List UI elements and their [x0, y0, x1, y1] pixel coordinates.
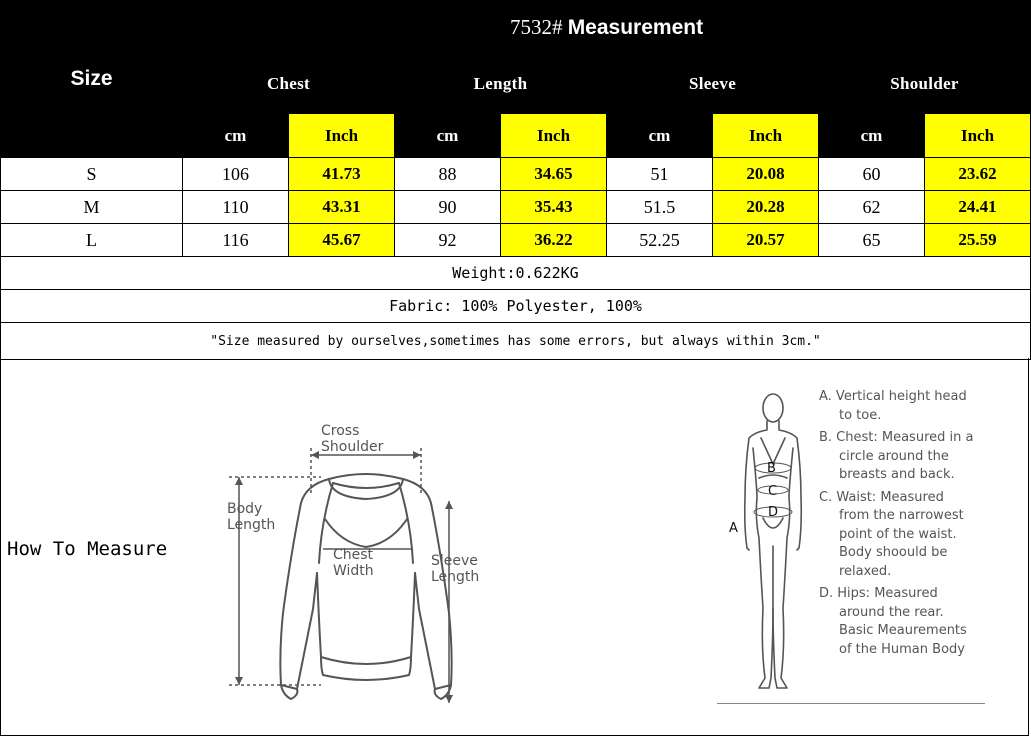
column-header-sleeve: Sleeve [607, 54, 819, 114]
length-cm-cell: 90 [395, 191, 501, 224]
legend-item-c: C. Waist: Measured from the narrowest point of the waist. Body shoould be relaxed. [819, 489, 964, 579]
sketch-label-width: Width [333, 563, 374, 579]
size-header: Size [1, 1, 183, 158]
unit-cm: cm [395, 114, 501, 158]
sketch-label-chest: Chest [333, 547, 374, 563]
unit-inch: Inch [501, 114, 607, 158]
legend-item-b: B. Chest: Measured in a circle around the breasts and back. [819, 430, 974, 482]
sketch-label-shoulder: Shoulder [321, 439, 384, 455]
shoulder-cm-cell: 62 [819, 191, 925, 224]
title-word: Measurement [567, 15, 704, 39]
unit-cm: cm [183, 114, 289, 158]
column-header-length: Length [395, 54, 607, 114]
unit-inch: Inch [289, 114, 395, 158]
unit-inch: Inch [713, 114, 819, 158]
legend-divider [717, 703, 985, 704]
shoulder-cm-cell: 65 [819, 224, 925, 257]
shoulder-inch-cell: 23.62 [925, 158, 1031, 191]
sketch-label-cross: Cross [321, 423, 360, 439]
chest-cm-cell: 106 [183, 158, 289, 191]
sleeve-inch-cell: 20.57 [713, 224, 819, 257]
how-to-measure-label: How To Measure [7, 538, 168, 560]
title-number: 7532# [509, 14, 563, 39]
table-row [1, 191, 1031, 224]
shoulder-cm-cell: 60 [819, 158, 925, 191]
unit-inch: Inch [925, 114, 1031, 158]
sleeve-cm-cell: 52.25 [607, 224, 713, 257]
sweater-sketch [221, 423, 511, 723]
table-title [183, 1, 1031, 54]
chest-inch-cell: 43.31 [289, 191, 395, 224]
measurement-legend [819, 388, 1024, 663]
sleeve-inch-cell: 20.08 [713, 158, 819, 191]
chest-cm-cell: 110 [183, 191, 289, 224]
row-size: S [1, 158, 183, 191]
chest-inch-cell: 45.67 [289, 224, 395, 257]
how-to-measure-section [0, 358, 1029, 736]
legend-item-d: D. Hips: Measured around the rear. Basic Meaurements of the Human Body [819, 586, 967, 657]
sketch-label-body: Body [227, 501, 263, 517]
sketch-label-body-length: Length [227, 517, 276, 533]
sketch-label-sleeve-length: Length [431, 569, 480, 585]
unit-cm: cm [607, 114, 713, 158]
column-header-chest: Chest [183, 54, 395, 114]
figure-label-a: A [729, 521, 738, 536]
row-size: M [1, 191, 183, 224]
size-chart-table [0, 0, 1031, 360]
shoulder-inch-cell: 24.41 [925, 191, 1031, 224]
shoulder-inch-cell: 25.59 [925, 224, 1031, 257]
weight-row: Weight:0.622KG [1, 257, 1031, 290]
length-inch-cell: 36.22 [501, 224, 607, 257]
fabric-row: Fabric: 100% Polyester, 100% [1, 290, 1031, 323]
table-row [1, 158, 1031, 191]
body-figure [711, 378, 811, 708]
unit-cm: cm [819, 114, 925, 158]
length-cm-cell: 88 [395, 158, 501, 191]
length-inch-cell: 34.65 [501, 158, 607, 191]
sleeve-cm-cell: 51.5 [607, 191, 713, 224]
legend-item-a: A. Vertical height head to toe. [819, 389, 967, 423]
length-inch-cell: 35.43 [501, 191, 607, 224]
figure-label-b: B [767, 461, 776, 476]
chest-inch-cell: 41.73 [289, 158, 395, 191]
sleeve-inch-cell: 20.28 [713, 191, 819, 224]
sleeve-cm-cell: 51 [607, 158, 713, 191]
row-size: L [1, 224, 183, 257]
sketch-label-sleeve: Sleeve [431, 553, 478, 569]
measurement-note: "Size measured by ourselves,sometimes has some errors, but always within 3cm." [1, 323, 1031, 360]
chest-cm-cell: 116 [183, 224, 289, 257]
figure-label-c: C [768, 484, 778, 499]
column-header-shoulder: Shoulder [819, 54, 1031, 114]
length-cm-cell: 92 [395, 224, 501, 257]
figure-label-d: D [768, 505, 779, 520]
table-row [1, 224, 1031, 257]
